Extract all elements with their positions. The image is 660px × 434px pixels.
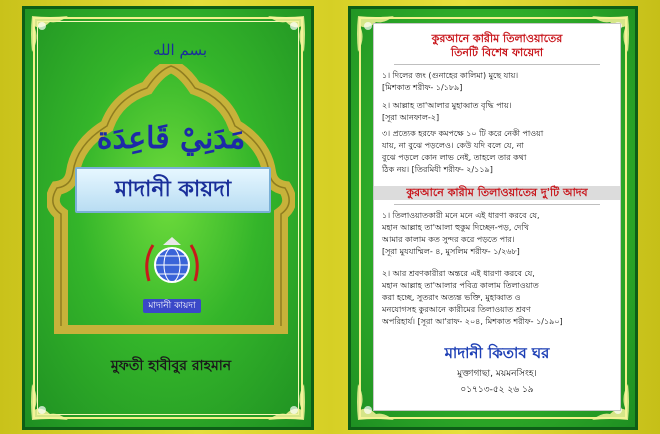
benefits-heading-line2: তিনটি বিশেষ ফায়েদা (450, 46, 544, 59)
benefit-3: ৩। প্রত্যেক হরফে কমপক্ষে ১০ টি করে নেকী পাওয়া যায়, না বুঝে পড়লেও। কেউ যদি বলে যে, না বুঝে পড়লে কোন লাভ নেই, তাহলে তার কথা ঠিক নয়। [তিরমিযী শরীফ- ২/১১৯] (382, 129, 544, 174)
globe-emblem-icon (141, 231, 203, 293)
book-title: মাদানী কায়দা (75, 167, 271, 213)
front-cover (22, 6, 314, 430)
arabic-title: مَدَنِيْ قَاعِدَة (96, 121, 246, 156)
publisher-address: মুক্তাগাছা, ময়মনসিংহ। (457, 369, 537, 379)
benefit-1: ১। দিলের জং (গুনাহের কালিমা) মুছে যায়। [মিশকাত শরীফ- ১/১৮৯] (382, 71, 519, 92)
divider (394, 204, 600, 205)
corner-ornament-icon (264, 380, 308, 424)
bismillah-calligraphy: بسم الله (152, 41, 208, 59)
benefits-heading-line1: কুরআনে কারীম তিলাওয়াতের (431, 32, 563, 45)
adab-heading: কুরআনে কারীম তিলাওয়াতের দু'টি আদব (374, 186, 620, 200)
adab-2: ২। আর শ্রবণকারীরা অন্তরে এই ধারণা করবে যে, মহান আল্লাহ তা'আলার পবিত্র কালাম তিলাওয়াত করা হচ্ছে, সুতরাং অত্যন্ত ভক্তি, মুহাব্বাত ও মনযোগসহ কুরআনে কারীমের তিলাওয়াত শ্রবণ অপরিহার্য। [সূরা আ'রাফ- ২০৪, মিশকাত শরীফ- ১/১৯০] (382, 269, 563, 326)
corner-ornament-icon (28, 380, 72, 424)
content-panel (373, 23, 621, 411)
author-name: মুফতী হাবীবুর রাহমান (110, 358, 232, 374)
emblem-ribbon: মাদানী কায়দা (143, 299, 201, 313)
back-cover (348, 6, 638, 430)
corner-ornament-icon (264, 12, 308, 56)
publisher-name: মাদানী কিতাব ঘর (444, 344, 550, 362)
benefit-2: ২। আল্লাহ তা'আলার মুহাব্বাত বৃদ্ধি পায়। [সূরা আনফাল-২] (382, 101, 512, 122)
adab-1: ১। তিলাওয়াতকারী মনে মনে এই ধারণা করবে যে, মহান আল্লাহ তা'আলা হুকুম দিচ্ছেন-পড়, দেখি আমার কালাম কত সুন্দর করে পড়তে পার। [সূরা মুযযাম্মিল- ৪, মুসলিম শরীফ- ১/২৬৮] (382, 211, 540, 256)
corner-ornament-icon (28, 12, 72, 56)
divider (394, 64, 600, 65)
publisher-phone: ০১৭১৩-৫২ ২৬ ১৯ (460, 385, 534, 395)
